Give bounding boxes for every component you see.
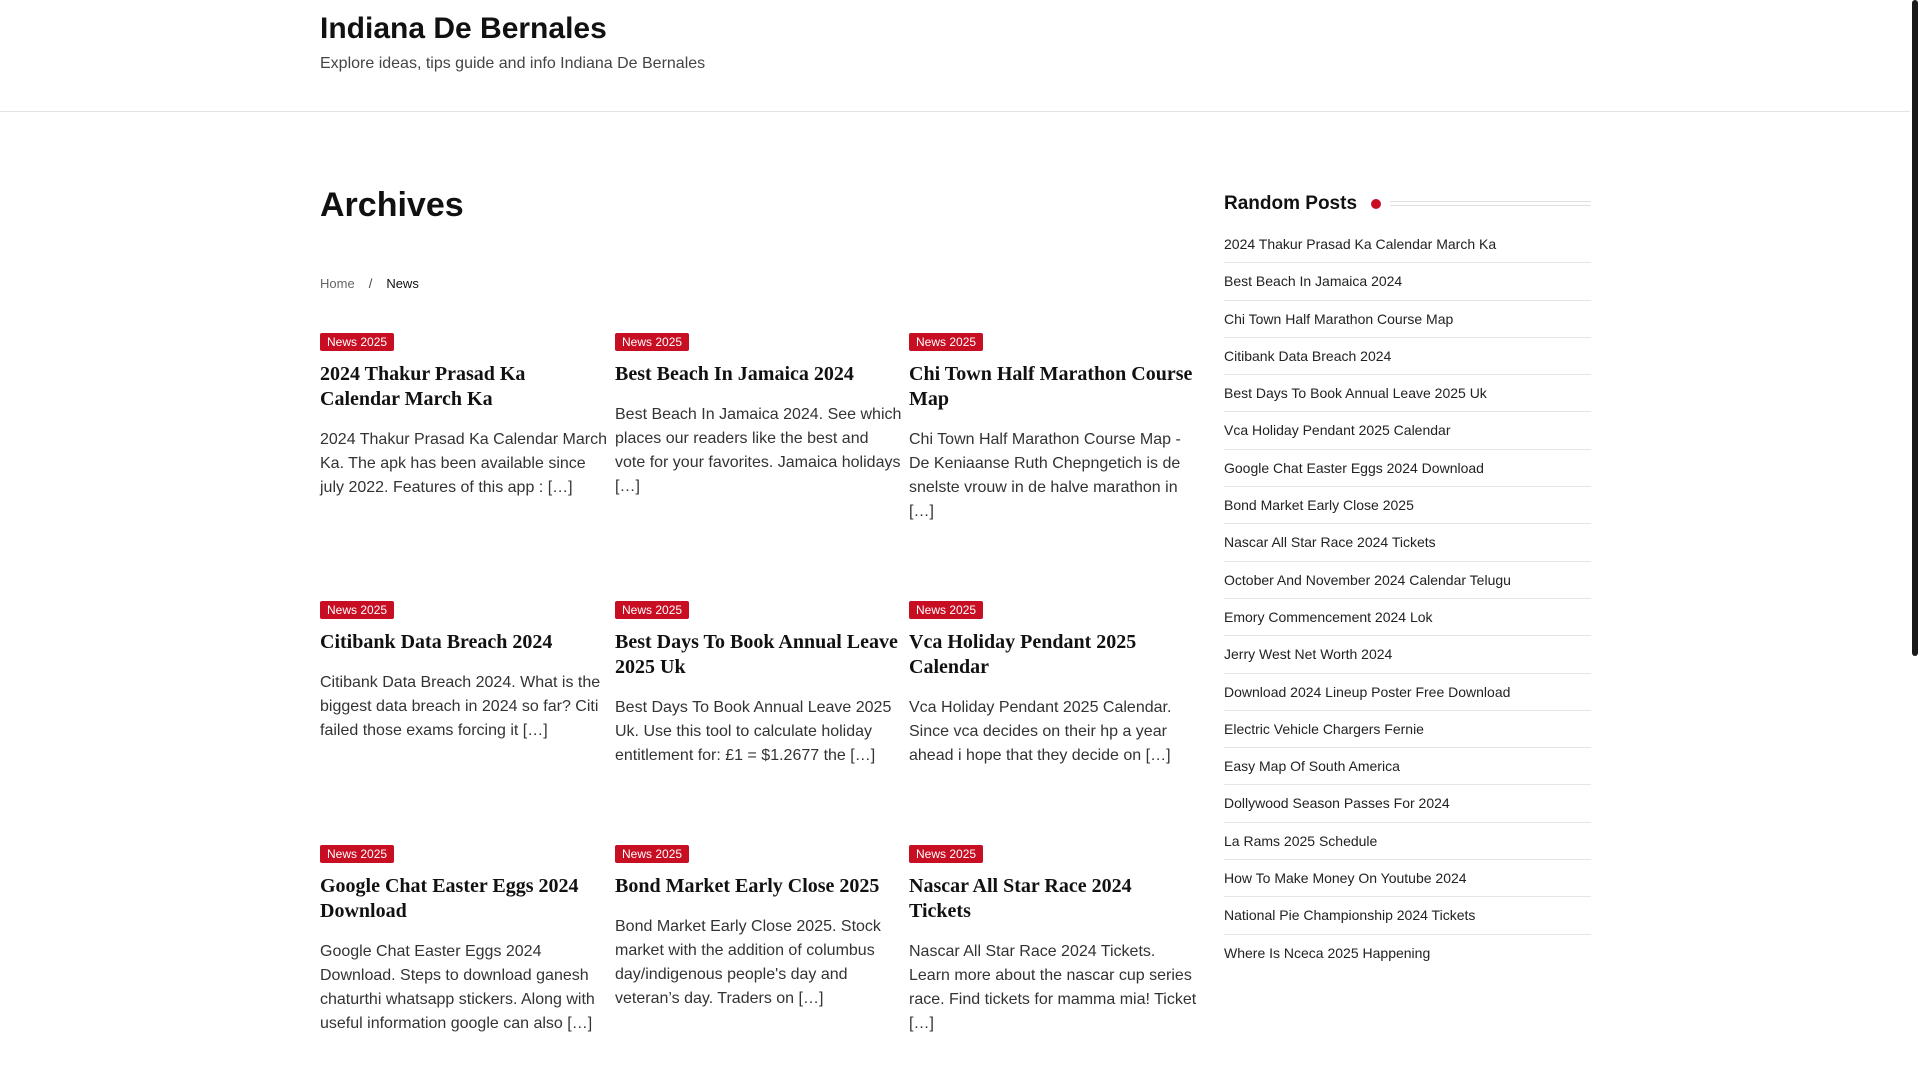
category-badge[interactable]: News 2025 <box>909 601 983 619</box>
random-post-link[interactable]: Bond Market Early Close 2025 <box>1224 487 1591 524</box>
post-title-link[interactable]: Nascar All Star Race 2024 Tickets <box>909 875 1132 922</box>
post-card <box>615 845 903 1011</box>
random-post-link[interactable]: Dollywood Season Passes For 2024 <box>1224 785 1591 822</box>
random-post-link[interactable]: Google Chat Easter Eggs 2024 Download <box>1224 450 1591 487</box>
scrollbar-thumb[interactable] <box>1912 0 1918 656</box>
widget-title: Random Posts <box>1224 193 1365 215</box>
random-post-link[interactable]: Chi Town Half Marathon Course Map <box>1224 301 1591 338</box>
breadcrumb <box>320 276 419 291</box>
random-post-link[interactable]: Jerry West Net Worth 2024 <box>1224 636 1591 673</box>
random-post-link[interactable]: La Rams 2025 Schedule <box>1224 823 1591 860</box>
category-badge[interactable]: News 2025 <box>320 601 394 619</box>
post-excerpt: Best Days To Book Annual Leave 2025 Uk. Use this tool to calculate holiday entitlement for: £1 = $1.2677 the […] <box>615 699 892 764</box>
post-card <box>615 333 903 499</box>
widget-header <box>1224 190 1591 218</box>
random-post-link[interactable]: Electric Vehicle Chargers Fernie <box>1224 711 1591 748</box>
random-post-link[interactable]: Nascar All Star Race 2024 Tickets <box>1224 524 1591 561</box>
site-tagline: Explore ideas, tips guide and info Indiana De Bernales <box>320 55 706 72</box>
random-post-link[interactable]: Best Days To Book Annual Leave 2025 Uk <box>1224 375 1591 412</box>
post-card <box>320 845 608 1036</box>
random-post-link[interactable]: 2024 Thakur Prasad Ka Calendar March Ka <box>1224 226 1591 263</box>
category-badge[interactable]: News 2025 <box>615 333 689 351</box>
random-post-link[interactable]: Download 2024 Lineup Poster Free Download <box>1224 674 1591 711</box>
breadcrumb-home-link[interactable]: Home <box>320 276 355 291</box>
post-excerpt: Chi Town Half Marathon Course Map - De Keniaanse Ruth Chepngetich is de snelste vrouw in de halve marathon in […] <box>909 431 1181 520</box>
post-title-link[interactable]: Chi Town Half Marathon Course Map <box>909 363 1193 410</box>
widget-accent-dot-icon <box>1371 199 1381 209</box>
post-excerpt: Nascar All Star Race 2024 Tickets. Learn more about the nascar cup series race. Find tickets for mamma mia! Ticket […] <box>909 943 1197 1032</box>
category-badge[interactable]: News 2025 <box>909 845 983 863</box>
random-post-link[interactable]: Where Is Nceca 2025 Happening <box>1224 944 1431 961</box>
site-title[interactable]: Indiana De Bernales <box>320 12 607 45</box>
category-badge[interactable]: News 2025 <box>909 333 983 351</box>
post-excerpt: Google Chat Easter Eggs 2024 Download. Steps to download ganesh chaturthi whatsapp stickers. Along with useful information google can also […] <box>320 943 595 1032</box>
post-excerpt: Best Beach In Jamaica 2024. See which places our readers like the best and vote for your favorites. Jamaica holidays […] <box>615 406 902 495</box>
sidebar <box>1224 190 1591 971</box>
post-card <box>909 845 1197 1036</box>
random-post-link[interactable]: Emory Commencement 2024 Lok <box>1224 599 1591 636</box>
site-header <box>0 0 1910 112</box>
breadcrumb-separator: / <box>368 276 373 291</box>
post-card <box>909 333 1197 524</box>
page-title: Archives <box>320 186 464 224</box>
post-title-link[interactable]: Vca Holiday Pendant 2025 Calendar <box>909 631 1137 678</box>
post-card <box>909 601 1197 768</box>
post-title-link[interactable]: Best Days To Book Annual Leave 2025 Uk <box>615 631 898 678</box>
random-post-link[interactable]: National Pie Championship 2024 Tickets <box>1224 897 1591 934</box>
post-card <box>320 601 608 743</box>
post-excerpt: Bond Market Early Close 2025. Stock market with the addition of columbus day/indigenous people's day and veteran’s day. Traders on […] <box>615 918 881 1007</box>
post-card <box>320 333 608 500</box>
random-post-link[interactable]: Easy Map Of South America <box>1224 748 1591 785</box>
breadcrumb-current: News <box>386 276 419 291</box>
random-post-link[interactable]: Citibank Data Breach 2024 <box>1224 338 1591 375</box>
post-excerpt: Citibank Data Breach 2024. What is the biggest data breach in 2024 so far? Citi failed those exams forcing it […] <box>320 674 601 739</box>
random-post-link[interactable]: October And November 2024 Calendar Telugu <box>1224 562 1591 599</box>
post-title-link[interactable]: 2024 Thakur Prasad Ka Calendar March Ka <box>320 363 526 410</box>
random-post-link[interactable]: Best Beach In Jamaica 2024 <box>1224 263 1591 300</box>
post-title-link[interactable]: Best Beach In Jamaica 2024 <box>615 363 854 385</box>
widget-title-rule <box>1390 201 1591 206</box>
post-excerpt: Vca Holiday Pendant 2025 Calendar. Since vca decides on their hp a year ahead i hope that they decide on […] <box>909 699 1172 764</box>
post-title-link[interactable]: Google Chat Easter Eggs 2024 Download <box>320 875 579 922</box>
category-badge[interactable]: News 2025 <box>320 845 394 863</box>
random-posts-list <box>1224 226 1591 971</box>
post-title-link[interactable]: Bond Market Early Close 2025 <box>615 875 880 897</box>
category-badge[interactable]: News 2025 <box>615 601 689 619</box>
category-badge[interactable]: News 2025 <box>320 333 394 351</box>
random-post-link[interactable]: Vca Holiday Pendant 2025 Calendar <box>1224 412 1591 449</box>
post-title-link[interactable]: Citibank Data Breach 2024 <box>320 631 553 653</box>
post-excerpt: 2024 Thakur Prasad Ka Calendar March Ka. The apk has been available since july 2022. Features of this app : […] <box>320 431 607 496</box>
category-badge[interactable]: News 2025 <box>615 845 689 863</box>
post-card <box>615 601 903 768</box>
random-post-link[interactable]: How To Make Money On Youtube 2024 <box>1224 860 1591 897</box>
